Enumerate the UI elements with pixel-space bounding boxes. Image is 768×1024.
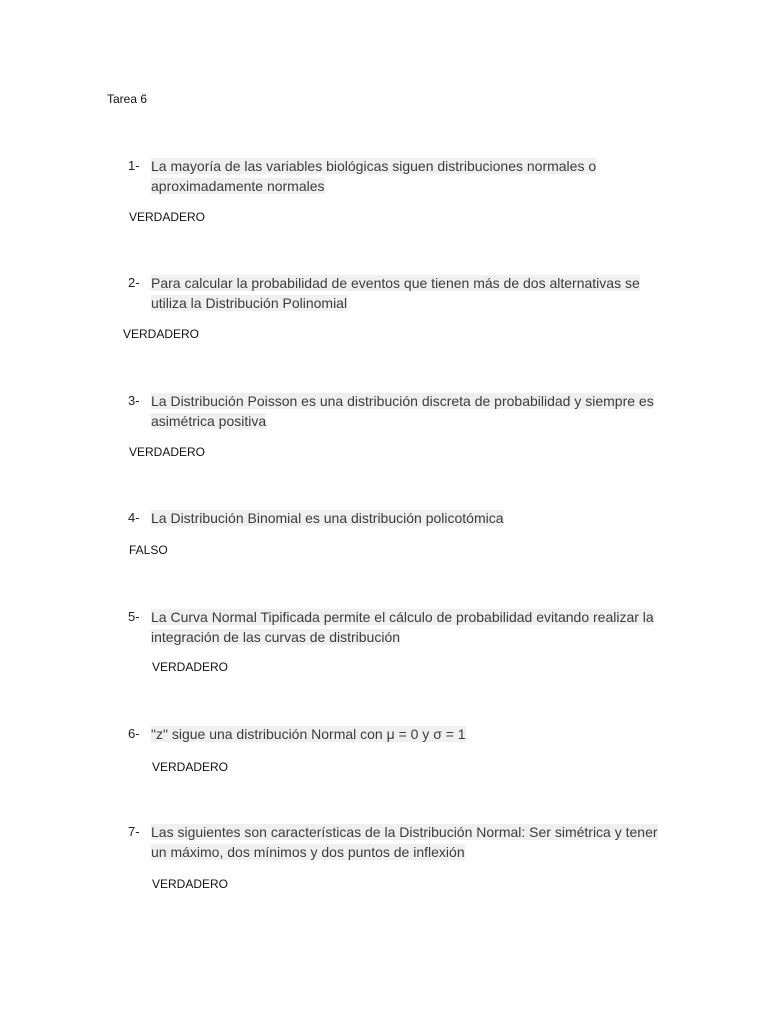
question-text-content: La Distribución Binomial es una distribución policotómica (151, 510, 504, 526)
question-text (151, 391, 658, 431)
question-text-content: Las siguientes son características de la Distribución Normal: Ser simétrica y tener un máximo, dos mínimos y dos puntos de inflexión (151, 824, 658, 860)
answer-text: VERDADERO (129, 445, 206, 459)
answer-text: VERDADERO (123, 327, 200, 341)
question-text-content: La Curva Normal Tipificada permite el cálculo de probabilidad evitando realizar la integración de las curvas de distribución (151, 609, 654, 645)
question-number: 2- (128, 275, 140, 290)
question-number: 7- (128, 824, 140, 839)
question-text-content: La mayoría de las variables biológicas siguen distribuciones normales o aproximadamente normales (151, 158, 597, 194)
answer-text: VERDADERO (152, 877, 229, 891)
question-number: 1- (128, 158, 140, 173)
document-title: Tarea 6 (107, 92, 148, 106)
question-item (128, 391, 658, 431)
question-item (128, 822, 658, 862)
question-text-content: "z" sigue una distribución Normal con μ = 0 y σ = 1 (151, 726, 466, 742)
question-text (151, 508, 658, 528)
question-text (151, 273, 658, 313)
answer-text: VERDADERO (152, 660, 229, 674)
question-item (128, 607, 658, 647)
answer-text: VERDADERO (152, 760, 229, 774)
question-text (151, 822, 658, 862)
question-item (128, 724, 658, 744)
question-text-content: La Distribución Poisson es una distribución discreta de probabilidad y siempre es asimétrica positiva (151, 393, 654, 429)
answer-text: VERDADERO (129, 210, 206, 224)
question-number: 3- (128, 393, 140, 408)
question-text (151, 156, 658, 196)
question-text-content: Para calcular la probabilidad de eventos que tienen más de dos alternativas se utiliza la Distribución Polinomial (151, 275, 640, 311)
question-text (151, 607, 658, 647)
question-number: 6- (128, 726, 140, 741)
question-item (128, 156, 658, 196)
question-number: 4- (128, 510, 140, 525)
question-item (128, 508, 658, 528)
answer-text: FALSO (129, 543, 168, 557)
question-item (128, 273, 658, 313)
question-text (151, 724, 658, 744)
question-number: 5- (128, 609, 140, 624)
